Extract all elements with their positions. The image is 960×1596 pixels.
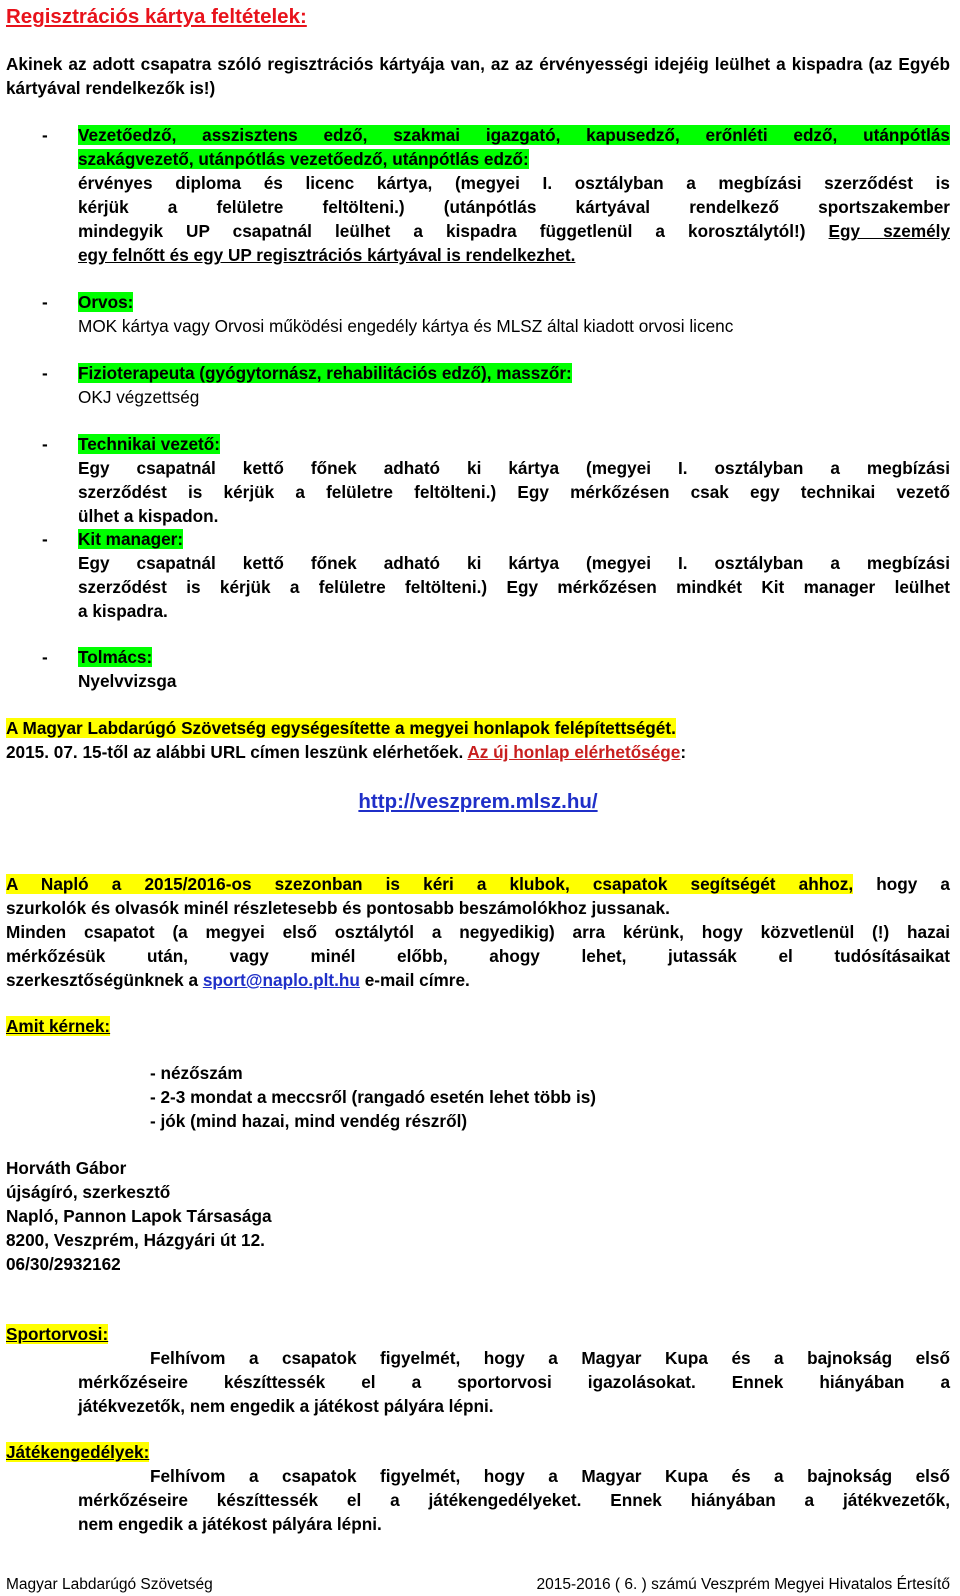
site-url-link[interactable]: http://veszprem.mlsz.hu/ (358, 790, 598, 813)
naplo-line-5-end: e-mail címre. (364, 970, 470, 990)
footer-left: Magyar Labdarúgó Szövetség (6, 1576, 213, 1593)
naplo-line-4: mérkőzésük után, vagy minél előbb, ahogy lehet, jutassák el tudósításaikat (6, 946, 950, 966)
techlead-section (6, 432, 950, 528)
techlead-line-1: Egy csapatnál kettő főnek adható ki kártya (megyei I. osztályban a megbízási (78, 458, 950, 478)
interpreter-dash: - (42, 647, 48, 667)
requests-item: - nézőszám (150, 1063, 243, 1083)
contact-phone: 06/30/2932162 (6, 1254, 121, 1274)
coach-line-1: érvényes diploma és licenc kártya, (megyei I. osztályban a megbízási szerződést is (78, 173, 950, 193)
requests-heading: Amit kérnek: (6, 1016, 111, 1036)
medical-section (6, 1322, 950, 1418)
announce-colon: : (680, 742, 687, 762)
medical-line-1: Felhívom a csapatok figyelmét, hogy a Magyar Kupa és a bajnokság első (150, 1348, 950, 1368)
licenses-line-1: Felhívom a csapatok figyelmét, hogy a Magyar Kupa és a bajnokság első (150, 1466, 950, 1486)
interpreter-heading: Tolmács: (78, 647, 153, 667)
kit-dash: - (42, 529, 48, 549)
coach-line-2: kérjük a felületre feltölteni.) (utánpótlás kártyával rendelkező sportszakember (78, 197, 950, 217)
physio-section (6, 361, 950, 409)
intro-paragraph: Akinek az adott csapatra szóló regisztrációs kártyája van, az az érvényességi idejéig leülhet a kispadra (az Egyéb kártyával rendelkezők is!) (6, 54, 950, 98)
medical-line-2: mérkőzéseire készíttessék el a sportorvosi igazolásokat. Ennek hiányában a (78, 1372, 950, 1392)
requests-heading-wrap (6, 1014, 950, 1038)
requests-item: - jók (mind hazai, mind vendég részről) (150, 1111, 468, 1131)
naplo-line-1-rest: hogy a (876, 874, 950, 894)
kit-line-2: szerződést is kérjük a felületre feltölteni.) Egy mérkőzésen mindkét Kit manager leülhet (78, 577, 950, 597)
naplo-line-1-highlight: A Napló a 2015/2016-os szezonban is kéri a klubok, csapatok segítségét ahhoz, (6, 874, 854, 894)
licenses-section (6, 1440, 950, 1536)
medical-heading: Sportorvosi: (6, 1324, 109, 1344)
techlead-line-2: szerződést is kérjük a felületre feltölteni.) Egy mérkőzésen csak egy technikai vezető (78, 482, 950, 502)
doctor-dash: - (42, 292, 48, 312)
contact-name: Horváth Gábor (6, 1158, 127, 1178)
physio-heading: Fizioterapeuta (gyógytornász, rehabilitációs edző), masszőr: (78, 363, 572, 383)
requests-list (150, 1061, 950, 1133)
kit-line-1: Egy csapatnál kettő főnek adható ki kártya (megyei I. osztályban a megbízási (78, 553, 950, 573)
naplo-section (6, 872, 950, 992)
physio-dash: - (42, 363, 48, 383)
licenses-line-2: mérkőzéseire készíttessék el a játékengedélyeket. Ennek hiányában a játékvezetők, (78, 1490, 950, 1510)
doctor-text: MOK kártya vagy Orvosi működési engedély kártya és MLSZ által kiadott orvosi licenc (78, 316, 734, 336)
coach-dash: - (42, 125, 48, 145)
contact-address: 8200, Veszprém, Házgyári út 12. (6, 1230, 265, 1250)
interpreter-text: Nyelvvizsga (78, 671, 177, 691)
announcement (6, 716, 950, 764)
kit-line-3: a kispadra. (78, 601, 168, 621)
email-link[interactable]: sport@naplo.plt.hu (202, 970, 360, 990)
page-title: Regisztrációs kártya feltételek: (6, 5, 307, 28)
naplo-line-5: szerkesztőségünknek a (6, 970, 199, 990)
doctor-section (6, 290, 950, 338)
techlead-line-3: ülhet a kispadon. (78, 506, 219, 526)
licenses-line-3: nem engedik a játékost pályára lépni. (78, 1514, 382, 1534)
contact-org: Napló, Pannon Lapok Társasága (6, 1206, 272, 1226)
new-site-link-label[interactable]: Az új honlap elérhetősége (467, 742, 681, 762)
kit-section (6, 527, 950, 623)
coach-heading-1: Vezetőedző, asszisztens edző, szakmai igazgató, kapusedző, erőnléti edző, utánpótlás (78, 125, 950, 145)
doctor-heading: Orvos: (78, 292, 134, 312)
requests-item: - 2-3 mondat a meccsről (rangadó esetén lehet több is) (150, 1087, 597, 1107)
coach-line-3: mindegyik UP csapatnál leülhet a kispadra függetlenül a korosztálytól!) (78, 221, 806, 241)
interpreter-section (6, 645, 950, 693)
announce-line-2: 2015. 07. 15-től az alábbi URL címen leszünk elérhetőek. (6, 742, 464, 762)
techlead-heading: Technikai vezető: (78, 434, 220, 454)
naplo-line-3: Minden csapatot (a megyei első osztálytól a negyedikig) arra kérünk, hogy közvetlenül (!) hazai (6, 922, 950, 942)
coach-note-a: Egy személy (828, 221, 950, 241)
kit-heading: Kit manager: (78, 529, 184, 549)
coach-section (6, 123, 950, 267)
footer-right: 2015-2016 ( 6. ) számú Veszprém Megyei Hivatalos Értesítő (536, 1576, 950, 1593)
announce-line-1: A Magyar Labdarúgó Szövetség egységesítette a megyei honlapok felépítettségét. (6, 718, 676, 738)
techlead-dash: - (42, 434, 48, 454)
naplo-line-2: szurkolók és olvasók minél részletesebb és pontosabb beszámolókhoz jussanak. (6, 898, 670, 918)
licenses-heading: Játékengedélyek: (6, 1442, 150, 1462)
contact-block (6, 1156, 950, 1276)
coach-note-b: egy felnőtt és egy UP regisztrációs kártyával is rendelkezhet. (78, 245, 576, 265)
medical-line-3: játékvezetők, nem engedik a játékost pályára lépni. (78, 1396, 494, 1416)
physio-text: OKJ végzettség (78, 387, 200, 407)
coach-heading-2: szakágvezető, utánpótlás vezetőedző, utánpótlás edző: (78, 149, 529, 169)
contact-role: újságíró, szerkesztő (6, 1182, 171, 1202)
